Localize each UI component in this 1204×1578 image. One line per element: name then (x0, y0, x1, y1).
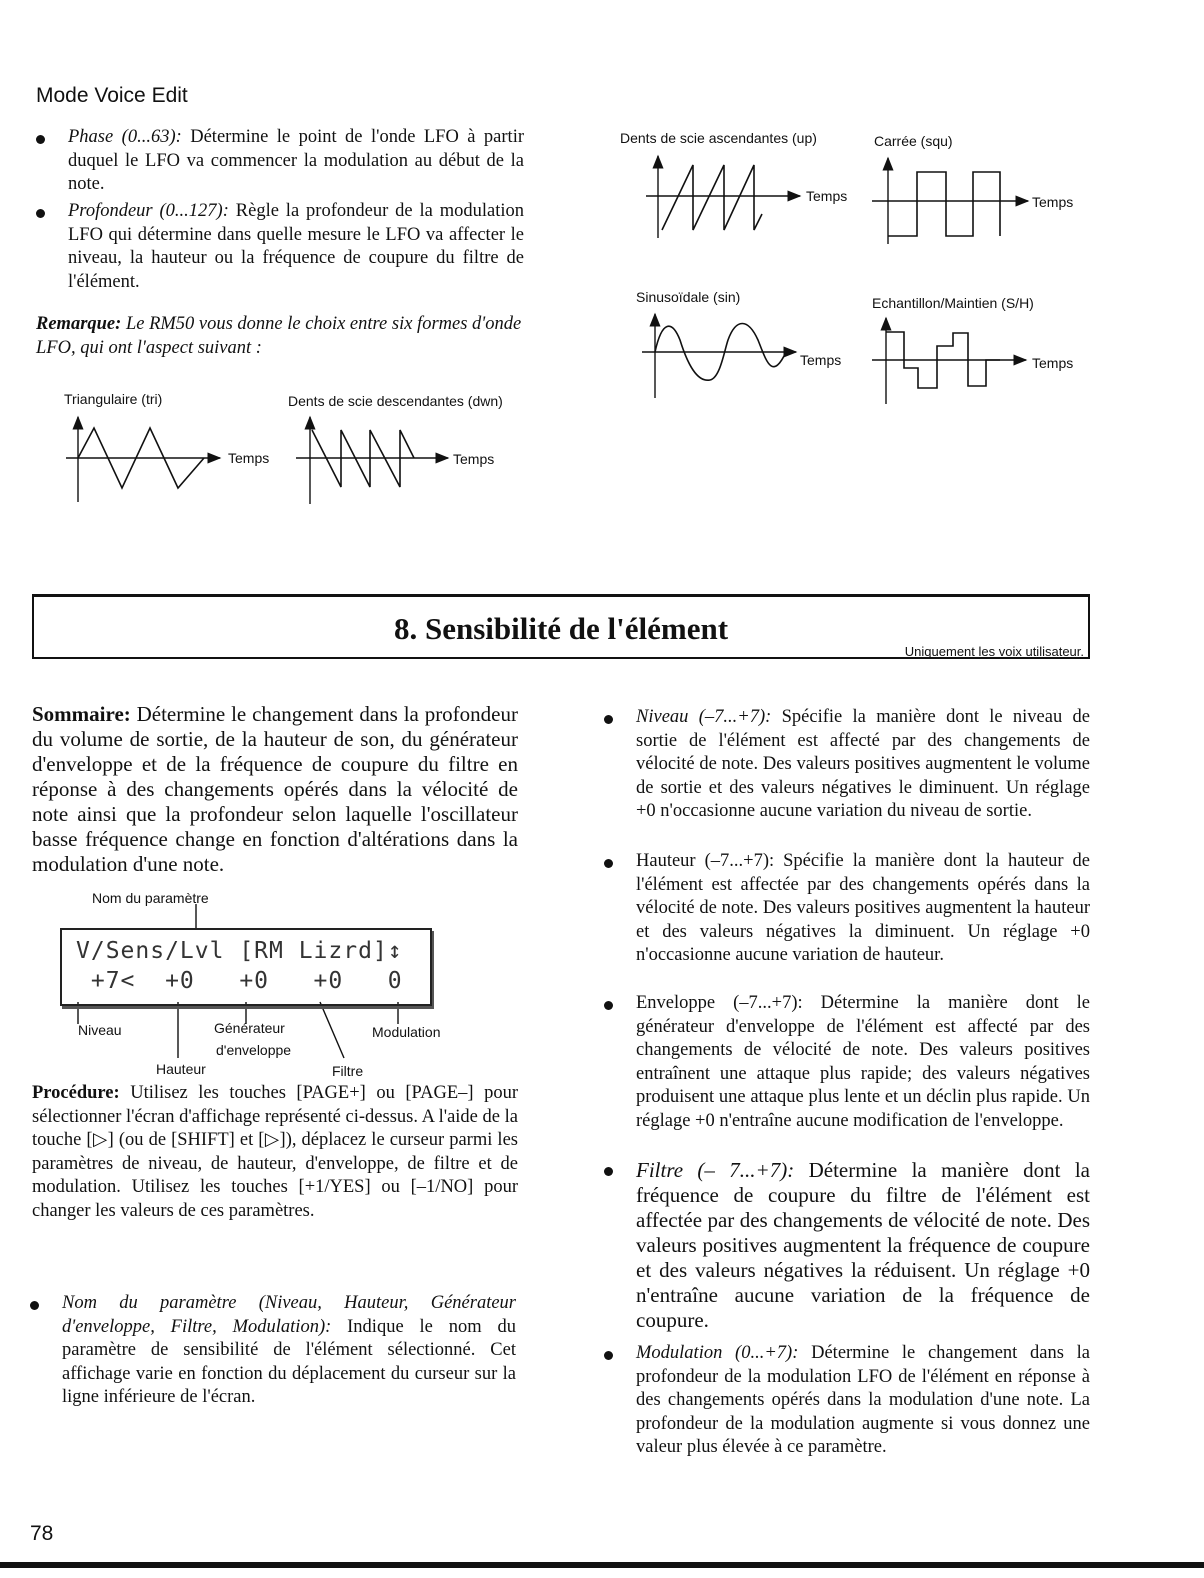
param-term: Nom du paramètre (Niveau, Hauteur, Générateur d'enveloppe, Filtre, Modulation): (62, 1293, 516, 1337)
waveform-up (646, 156, 800, 238)
list-item (604, 706, 1090, 824)
waveform-label-dwn: Dents de scie descendantes (dwn) (288, 393, 503, 409)
bullet-icon (604, 1167, 613, 1176)
bullet-icon (604, 1001, 613, 1010)
lcd-label-filtre: Filtre (332, 1063, 364, 1079)
list-item (604, 1342, 1090, 1460)
bullet-icon (604, 715, 613, 724)
lcd-label-generateur: Générateur (214, 1020, 285, 1036)
param-text: Détermine la manière dont la fréquence de coupure du filtre de l'élément est affectée par des changements de vélocité de note. Des valeurs positives augmentent la fréquence de coupure et des valeurs négatives la réduisent. Un réglage +0 n'entraîne aucune variation de la fréquence de coupure. (636, 1158, 1090, 1332)
waveform-label-squ: Carrée (squ) (874, 133, 953, 149)
lcd-line-1: V/Sens/Lvl [RM Lizrd]↕ (76, 938, 403, 964)
waveform-sin (642, 314, 796, 398)
summary-label: Sommaire: (32, 702, 131, 726)
time-axis-label: Temps (228, 450, 270, 466)
time-axis-label: Temps (1032, 194, 1074, 210)
param-text: Détermine le changement dans la profondeur de la modulation LFO de l'élément en réponse à des changements opérés dans la modulation d'une note. La profondeur de la modulation augmente si vous donnez une valeur plus élevée à ce paramètre. (636, 1343, 1091, 1457)
waveform-sh (872, 318, 1026, 404)
param-term: Modulation (0...+7): (636, 1343, 799, 1363)
param-text: Règle la profondeur de la modulation LFO qui détermine dans quelle mesure le LFO va affecter le niveau, la hauteur ou la fréquence de coupure du filtre de l'élément. (68, 201, 524, 292)
page-header: Mode Voice Edit (36, 84, 188, 107)
time-axis-label: Temps (1032, 355, 1074, 371)
list-item (604, 992, 1090, 1133)
waveform-label-tri: Triangulaire (tri) (64, 391, 163, 407)
waveform-label-sh: Echantillon/Maintien (S/H) (872, 295, 1034, 311)
summary-text: Détermine le changement dans la profondeur du volume de sortie, de la hauteur de son, du générateur d'enveloppe et de la fréquence de coupure du filtre en réponse à des changements opérés dans la vélocité de note ainsi que la profondeur selon laquelle l'oscillateur basse fréquence change en fonction d'altérations dans la modulation d'une note. (32, 702, 518, 876)
procedure-text: Utilisez les touches [PAGE+] ou [PAGE–] pour sélectionner l'écran d'affichage représenté ci-dessus. A l'aide de la touche [▷] (ou de [SHIFT] et [▷]), déplacez le curseur parmi les paramètres de niveau, de hauteur, d'enveloppe, de filtre et de modulation. Utilisez les touches [+1/YES] ou [–1/NO] pour changer les valeurs de ces paramètres. (32, 1083, 518, 1221)
bottom-rule (0, 1562, 1204, 1568)
list-item (604, 1158, 1090, 1333)
param-text: Enveloppe (–7...+7): Détermine la manière dont le générateur d'enveloppe de l'élément est affecté par des changements de vélocité de note. Des valeurs positives entraînent une attaque plus rapide; des valeurs négatives produisent une attaque plus lente et un déclin plus rapide. Un réglage +0 n'entraîne aucune modification de l'enveloppe. (636, 993, 1090, 1131)
bullet-icon (30, 1301, 39, 1310)
lcd-label-hauteur: Hauteur (156, 1061, 206, 1077)
lcd-label-enveloppe: d'enveloppe (216, 1042, 292, 1058)
param-text: Détermine le point de l'onde LFO à partir duquel le LFO va commencer la modulation au début de la note. (68, 127, 524, 194)
page-number: 78 (30, 1522, 54, 1545)
param-term: Phase (0...63): (68, 127, 182, 147)
section-subtitle: Uniquement les voix utilisateur. (904, 644, 1084, 659)
param-text: Indique le nom du paramètre de sensibilité de l'élément sélectionné. Cet affichage varie en fonction du déplacement du curseur sur la ligne inférieure de l'écran. (62, 1316, 516, 1407)
procedure-label: Procédure: (32, 1083, 120, 1103)
lcd-display (60, 928, 432, 1006)
param-text: Hauteur (–7...+7): Spécifie la manière dont la hauteur de l'élément est affectée par des changements opérés dans la vélocité de note. Des valeurs positives augmentent la hauteur et des valeurs négatives la diminuent. Un réglage +0 n'occasionne aucune variation de hauteur. (636, 851, 1090, 965)
lcd-label-modulation: Modulation (372, 1024, 441, 1040)
waveform-dwn (296, 417, 448, 504)
param-term: Niveau (–7...+7): (636, 707, 772, 727)
list-item (604, 850, 1090, 968)
time-axis-label: Temps (800, 352, 842, 368)
param-term: Profondeur (0...127): (68, 201, 229, 221)
param-term: Filtre (– 7...+7): (636, 1158, 795, 1182)
procedure (32, 1082, 518, 1223)
list-item (30, 1292, 516, 1410)
lcd-line-2: +7< +0 +0 +0 0 (76, 968, 403, 994)
remark-label: Remarque: (36, 314, 122, 334)
lcd-label-niveau: Niveau (78, 1022, 122, 1038)
waveform-squ (872, 158, 1028, 244)
section-header (32, 594, 1090, 659)
time-axis-label: Temps (453, 451, 495, 467)
time-axis-label: Temps (806, 188, 848, 204)
bullet-icon (604, 1351, 613, 1360)
remark-text: Le RM50 vous donne le choix entre six formes d'onde LFO, qui ont l'aspect suivant : (36, 314, 522, 358)
param-name-label: Nom du paramètre (92, 890, 209, 906)
summary (32, 702, 518, 877)
waveform-tri (66, 417, 220, 502)
bullet-icon (604, 859, 613, 868)
waveform-label-up: Dents de scie ascendantes (up) (620, 130, 817, 146)
param-text: Spécifie la manière dont le niveau de sortie de l'élément est affecté par des changements de vélocité de note. Des valeurs positives augmentent le volume de sortie et des valeurs négatives le diminuent. Un réglage +0 n'occasionne aucune variation du niveau de sortie. (636, 707, 1090, 821)
waveform-label-sin: Sinusoïdale (sin) (636, 289, 741, 305)
waveform-diagrams (0, 0, 1204, 560)
section-title: 8. Sensibilité de l'élément (393, 611, 729, 646)
